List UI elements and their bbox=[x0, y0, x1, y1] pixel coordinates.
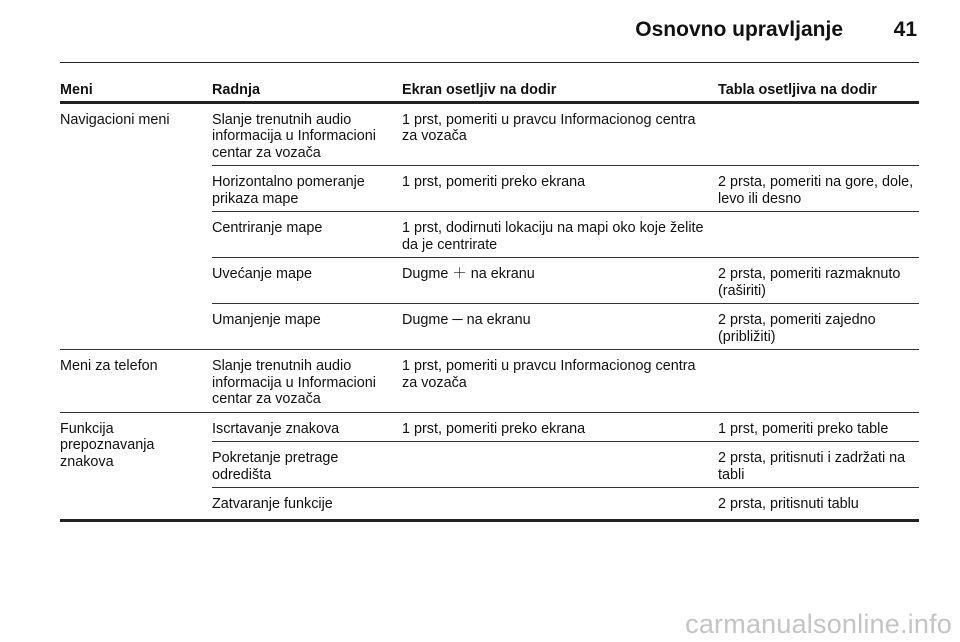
touch-screen-cell: 1 prst, pomeriti u pravcu Informacionog centra za vozača bbox=[402, 350, 718, 413]
table-header-row bbox=[60, 80, 919, 102]
page-title: Osnovno upravljanje bbox=[635, 18, 843, 41]
touch-pad-cell: 2 prsta, pomeriti na gore, dole, levo ili desno bbox=[718, 166, 919, 212]
column-header-touch-pad: Tabla osetljiva na dodir bbox=[718, 80, 919, 102]
controls-table bbox=[60, 80, 919, 522]
table-row bbox=[60, 412, 919, 442]
column-header-menu: Meni bbox=[60, 80, 212, 102]
touch-pad-cell: 2 prsta, pritisnuti tablu bbox=[718, 488, 919, 521]
touch-screen-cell bbox=[402, 442, 718, 488]
column-header-action: Radnja bbox=[212, 80, 402, 102]
action-cell: Iscrtavanje znakova bbox=[212, 412, 402, 442]
action-cell: Uvećanje mape bbox=[212, 258, 402, 304]
watermark: carmanualsonline.info bbox=[685, 609, 952, 639]
action-cell: Slanje trenutnih audio informacija u Informacioni centar za vozača bbox=[212, 350, 402, 413]
action-cell: Pokretanje pretrage odredišta bbox=[212, 442, 402, 488]
table-row bbox=[60, 102, 919, 166]
touch-pad-cell: 2 prsta, pomeriti zajedno (približiti) bbox=[718, 304, 919, 350]
touch-screen-cell: 1 prst, dodirnuti lokaciju na mapi oko koje želite da je centrirate bbox=[402, 212, 718, 258]
action-cell: Slanje trenutnih audio informacija u Informacioni centar za vozača bbox=[212, 102, 402, 166]
touch-pad-cell bbox=[718, 102, 919, 166]
touch-screen-cell: 1 prst, pomeriti preko ekrana bbox=[402, 166, 718, 212]
menu-cell: Navigacioni meni bbox=[60, 102, 212, 350]
touch-pad-cell bbox=[718, 350, 919, 413]
action-cell: Zatvaranje funkcije bbox=[212, 488, 402, 521]
touch-screen-cell: 1 prst, pomeriti u pravcu Informacionog centra za vozača bbox=[402, 102, 718, 166]
page-number: 41 bbox=[893, 18, 917, 41]
touch-screen-cell: Dugme ＋ na ekranu bbox=[402, 258, 718, 304]
touch-pad-cell: 2 prsta, pritisnuti i zadržati na tabli bbox=[718, 442, 919, 488]
menu-cell: Funkcija prepoznavanja znakova bbox=[60, 412, 212, 520]
touch-screen-cell: Dugme ─ na ekranu bbox=[402, 304, 718, 350]
action-cell: Horizontalno pomeranje prikaza mape bbox=[212, 166, 402, 212]
touch-screen-cell bbox=[402, 488, 718, 521]
touch-pad-cell bbox=[718, 212, 919, 258]
touch-pad-cell: 1 prst, pomeriti preko table bbox=[718, 412, 919, 442]
touch-screen-cell: 1 prst, pomeriti preko ekrana bbox=[402, 412, 718, 442]
touch-pad-cell: 2 prsta, pomeriti razmaknuto (raširiti) bbox=[718, 258, 919, 304]
page-header bbox=[60, 14, 919, 63]
table-row bbox=[60, 350, 919, 413]
column-header-touch-screen: Ekran osetljiv na dodir bbox=[402, 80, 718, 102]
action-cell: Centriranje mape bbox=[212, 212, 402, 258]
action-cell: Umanjenje mape bbox=[212, 304, 402, 350]
menu-cell: Meni za telefon bbox=[60, 350, 212, 413]
